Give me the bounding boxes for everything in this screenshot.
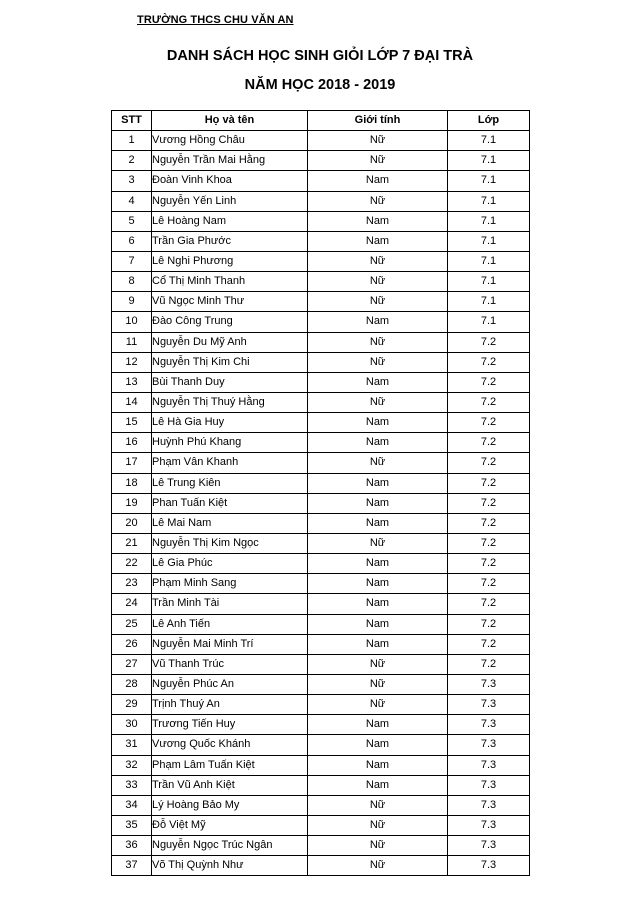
cell-stt: 27 (112, 654, 152, 674)
cell-name: Lê Anh Tiến (152, 614, 308, 634)
cell-stt: 17 (112, 453, 152, 473)
cell-stt: 5 (112, 211, 152, 231)
table-row (112, 151, 530, 171)
cell-stt: 15 (112, 413, 152, 433)
cell-class: 7.1 (448, 211, 530, 231)
table-row (112, 372, 530, 392)
cell-name: Đào Công Trung (152, 312, 308, 332)
cell-class: 7.3 (448, 836, 530, 856)
cell-class: 7.1 (448, 171, 530, 191)
cell-stt: 3 (112, 171, 152, 191)
cell-gender: Nam (308, 413, 448, 433)
cell-stt: 10 (112, 312, 152, 332)
cell-class: 7.2 (448, 413, 530, 433)
cell-class: 7.2 (448, 372, 530, 392)
cell-class: 7.2 (448, 332, 530, 352)
cell-name: Huỳnh Phú Khang (152, 433, 308, 453)
cell-class: 7.3 (448, 735, 530, 755)
cell-stt: 33 (112, 775, 152, 795)
cell-gender: Nam (308, 574, 448, 594)
cell-name: Vũ Thanh Trúc (152, 654, 308, 674)
cell-stt: 21 (112, 533, 152, 553)
cell-class: 7.2 (448, 634, 530, 654)
cell-name: Phạm Minh Sang (152, 574, 308, 594)
cell-name: Vương Hồng Châu (152, 131, 308, 151)
cell-name: Phạm Vân Khanh (152, 453, 308, 473)
cell-gender: Nữ (308, 533, 448, 553)
cell-class: 7.2 (448, 654, 530, 674)
cell-name: Lý Hoàng Bảo My (152, 795, 308, 815)
cell-gender: Nữ (308, 131, 448, 151)
cell-class: 7.2 (448, 433, 530, 453)
cell-class: 7.1 (448, 191, 530, 211)
cell-stt: 4 (112, 191, 152, 211)
cell-gender: Nam (308, 775, 448, 795)
cell-class: 7.2 (448, 574, 530, 594)
cell-stt: 20 (112, 513, 152, 533)
cell-class: 7.1 (448, 292, 530, 312)
cell-name: Phan Tuấn Kiệt (152, 493, 308, 513)
school-year: NĂM HỌC 2018 - 2019 (244, 77, 396, 93)
cell-stt: 35 (112, 815, 152, 835)
cell-gender: Nữ (308, 836, 448, 856)
table-row (112, 695, 530, 715)
table-row (112, 755, 530, 775)
table-row (112, 171, 530, 191)
table-row (112, 614, 530, 634)
table-header-row (112, 111, 530, 131)
cell-class: 7.1 (448, 131, 530, 151)
cell-gender: Nam (308, 715, 448, 735)
table-row (112, 634, 530, 654)
cell-name: Nguyễn Thị Kim Chi (152, 352, 308, 372)
table-row (112, 272, 530, 292)
column-header-stt: STT (112, 111, 152, 131)
cell-stt: 24 (112, 594, 152, 614)
cell-gender: Nam (308, 231, 448, 251)
table-row (112, 191, 530, 211)
cell-class: 7.3 (448, 674, 530, 694)
cell-gender: Nam (308, 473, 448, 493)
cell-name: Trần Gia Phước (152, 231, 308, 251)
cell-class: 7.1 (448, 312, 530, 332)
cell-stt: 7 (112, 251, 152, 271)
cell-stt: 16 (112, 433, 152, 453)
cell-stt: 22 (112, 554, 152, 574)
cell-stt: 37 (112, 856, 152, 876)
cell-gender: Nam (308, 735, 448, 755)
cell-stt: 14 (112, 392, 152, 412)
cell-stt: 12 (112, 352, 152, 372)
cell-name: Bùi Thanh Duy (152, 372, 308, 392)
cell-name: Vũ Ngọc Minh Thư (152, 292, 308, 312)
cell-class: 7.2 (448, 473, 530, 493)
cell-name: Lê Mai Nam (152, 513, 308, 533)
table-row (112, 473, 530, 493)
cell-class: 7.2 (448, 533, 530, 553)
cell-gender: Nam (308, 312, 448, 332)
cell-gender: Nữ (308, 251, 448, 271)
cell-class: 7.2 (448, 352, 530, 372)
cell-name: Cổ Thị Minh Thanh (152, 272, 308, 292)
cell-class: 7.3 (448, 775, 530, 795)
table-row (112, 856, 530, 876)
cell-class: 7.1 (448, 272, 530, 292)
cell-stt: 2 (112, 151, 152, 171)
column-header-class: Lớp (448, 111, 530, 131)
cell-stt: 32 (112, 755, 152, 775)
table-row (112, 594, 530, 614)
table-row (112, 292, 530, 312)
cell-gender: Nữ (308, 352, 448, 372)
table-row (112, 836, 530, 856)
cell-name: Võ Thị Quỳnh Như (152, 856, 308, 876)
cell-stt: 18 (112, 473, 152, 493)
cell-gender: Nữ (308, 856, 448, 876)
table-row (112, 815, 530, 835)
cell-gender: Nữ (308, 674, 448, 694)
cell-stt: 31 (112, 735, 152, 755)
cell-name: Lê Hoàng Nam (152, 211, 308, 231)
table-row (112, 352, 530, 372)
cell-gender: Nam (308, 614, 448, 634)
cell-class: 7.2 (448, 554, 530, 574)
table-row (112, 735, 530, 755)
cell-stt: 30 (112, 715, 152, 735)
cell-name: Lê Hà Gia Huy (152, 413, 308, 433)
cell-stt: 34 (112, 795, 152, 815)
table-row (112, 654, 530, 674)
table-row (112, 795, 530, 815)
cell-name: Vương Quốc Khánh (152, 735, 308, 755)
cell-stt: 28 (112, 674, 152, 694)
table-row (112, 715, 530, 735)
cell-gender: Nữ (308, 332, 448, 352)
table-row (112, 433, 530, 453)
cell-gender: Nữ (308, 151, 448, 171)
school-name: TRƯỜNG THCS CHU VĂN AN (137, 14, 294, 26)
cell-name: Nguyễn Yến Linh (152, 191, 308, 211)
cell-name: Nguyễn Thị Thuý Hằng (152, 392, 308, 412)
cell-gender: Nam (308, 594, 448, 614)
cell-class: 7.1 (448, 151, 530, 171)
cell-class: 7.3 (448, 856, 530, 876)
cell-gender: Nam (308, 493, 448, 513)
table-row (112, 574, 530, 594)
cell-class: 7.3 (448, 815, 530, 835)
cell-name: Lê Trung Kiên (152, 473, 308, 493)
cell-stt: 25 (112, 614, 152, 634)
cell-gender: Nữ (308, 654, 448, 674)
cell-name: Nguyễn Mai Minh Trí (152, 634, 308, 654)
cell-name: Phạm Lâm Tuấn Kiệt (152, 755, 308, 775)
cell-name: Nguyễn Thị Kim Ngọc (152, 533, 308, 553)
cell-class: 7.3 (448, 695, 530, 715)
cell-name: Trần Vũ Anh Kiệt (152, 775, 308, 795)
cell-stt: 13 (112, 372, 152, 392)
table-row (112, 554, 530, 574)
cell-gender: Nữ (308, 392, 448, 412)
cell-gender: Nữ (308, 272, 448, 292)
student-list-table (111, 110, 530, 876)
cell-name: Đoàn Vinh Khoa (152, 171, 308, 191)
cell-name: Nguyễn Du Mỹ Anh (152, 332, 308, 352)
cell-class: 7.2 (448, 513, 530, 533)
cell-stt: 6 (112, 231, 152, 251)
cell-name: Nguyễn Ngọc Trúc Ngân (152, 836, 308, 856)
table-row (112, 131, 530, 151)
cell-gender: Nam (308, 554, 448, 574)
table-body (112, 131, 530, 876)
cell-stt: 9 (112, 292, 152, 312)
cell-gender: Nữ (308, 815, 448, 835)
table-row (112, 392, 530, 412)
cell-class: 7.2 (448, 453, 530, 473)
table-row (112, 332, 530, 352)
cell-class: 7.3 (448, 755, 530, 775)
cell-class: 7.2 (448, 594, 530, 614)
cell-stt: 1 (112, 131, 152, 151)
cell-name: Trần Minh Tài (152, 594, 308, 614)
table-row (112, 413, 530, 433)
table-row (112, 674, 530, 694)
cell-gender: Nam (308, 372, 448, 392)
cell-name: Nguyễn Trần Mai Hằng (152, 151, 308, 171)
cell-gender: Nam (308, 634, 448, 654)
cell-name: Lê Nghi Phương (152, 251, 308, 271)
cell-gender: Nữ (308, 292, 448, 312)
column-header-name: Họ và tên (152, 111, 308, 131)
cell-gender: Nữ (308, 795, 448, 815)
cell-stt: 19 (112, 493, 152, 513)
table-row (112, 533, 530, 553)
table-row (112, 493, 530, 513)
cell-name: Lê Gia Phúc (152, 554, 308, 574)
cell-stt: 8 (112, 272, 152, 292)
cell-stt: 11 (112, 332, 152, 352)
cell-gender: Nữ (308, 191, 448, 211)
cell-name: Nguyễn Phúc An (152, 674, 308, 694)
table-row (112, 251, 530, 271)
cell-class: 7.2 (448, 493, 530, 513)
cell-class: 7.3 (448, 715, 530, 735)
cell-gender: Nữ (308, 453, 448, 473)
cell-gender: Nam (308, 433, 448, 453)
cell-class: 7.3 (448, 795, 530, 815)
cell-class: 7.2 (448, 392, 530, 412)
cell-stt: 26 (112, 634, 152, 654)
cell-gender: Nữ (308, 695, 448, 715)
table-row (112, 211, 530, 231)
cell-gender: Nam (308, 211, 448, 231)
table-row (112, 312, 530, 332)
cell-stt: 29 (112, 695, 152, 715)
cell-name: Trương Tiến Huy (152, 715, 308, 735)
cell-gender: Nam (308, 755, 448, 775)
cell-name: Trịnh Thuý An (152, 695, 308, 715)
table-row (112, 513, 530, 533)
cell-name: Đỗ Việt Mỹ (152, 815, 308, 835)
cell-stt: 36 (112, 836, 152, 856)
cell-gender: Nam (308, 513, 448, 533)
table-row (112, 231, 530, 251)
cell-class: 7.2 (448, 614, 530, 634)
column-header-gender: Giới tính (308, 111, 448, 131)
document-title: DANH SÁCH HỌC SINH GIỎI LỚP 7 ĐẠI TRÀ (166, 48, 474, 64)
table-row (112, 453, 530, 473)
cell-stt: 23 (112, 574, 152, 594)
table-row (112, 775, 530, 795)
cell-class: 7.1 (448, 251, 530, 271)
cell-class: 7.1 (448, 231, 530, 251)
cell-gender: Nam (308, 171, 448, 191)
